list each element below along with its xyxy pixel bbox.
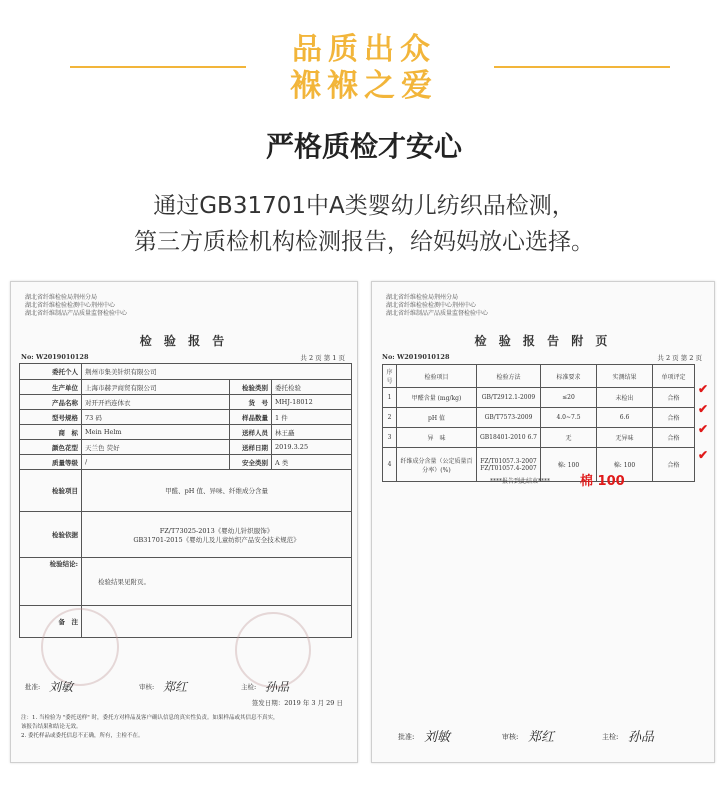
- row-result: 棉: 100: [597, 448, 653, 482]
- inspection-seal-stamp: [235, 612, 311, 688]
- hero-title-line2: 褓褓之爱: [290, 68, 438, 104]
- check-mark-icon: ✔: [698, 382, 709, 396]
- note-line1: 注：1. 当检验为 "委托送样" 时，委托方对样品及客户确认信息的真实性负责。如果样品或其信息不真实，: [21, 715, 279, 721]
- sender-value: 林王矗: [272, 425, 352, 440]
- description-line2: 第三方质检机构检测报告，给妈妈放心选择。: [134, 229, 594, 255]
- hero-title-line1: 品质出众: [292, 32, 436, 67]
- basis-cell: [82, 512, 352, 558]
- conclusion-value: 检验结果见附页。: [82, 558, 352, 606]
- signature-row: [19, 678, 351, 695]
- row-requirement: ≤20: [541, 388, 597, 408]
- row-verdict: 合格: [653, 408, 695, 428]
- header-method: 检验方法: [477, 365, 541, 388]
- row-requirement: 棉: 100: [541, 448, 597, 482]
- row-result: 无异味: [597, 428, 653, 448]
- items-label: 检验项目: [20, 470, 82, 512]
- header-item: 检验项目: [397, 365, 477, 388]
- report-notes: [21, 714, 349, 741]
- safety-value: A 类: [272, 455, 352, 470]
- model-label: 货 号: [230, 395, 272, 410]
- sample-qty-label: 样品数量: [230, 410, 272, 425]
- appendix-page-number: 共 2 页 第 2 页: [657, 354, 702, 362]
- appendix-review-label: 审核:: [502, 733, 519, 741]
- inspection-report-page1: [10, 281, 358, 763]
- cotton-content-note: 棉 100: [580, 474, 625, 489]
- table-row: [383, 408, 695, 428]
- appendix-approve-signature: 刘敏: [424, 730, 451, 745]
- report-end-mark: ****报告到此结束****: [490, 478, 551, 485]
- spec-label: 型号规格: [20, 410, 82, 425]
- sample-qty-value: 1 件: [272, 410, 352, 425]
- appendix-main-signature: 孙品: [628, 730, 655, 745]
- product-name-value: 对开开裆连体衣: [82, 395, 230, 410]
- inspection-report-appendix: [371, 281, 715, 763]
- inspection-type-value: 委托检验: [272, 380, 352, 395]
- org-name-line2: 湖北省纤维检验检测中心荆州中心: [25, 302, 116, 309]
- row-method: GB/T2912.1-2009: [477, 388, 541, 408]
- row-result: 6.6: [597, 408, 653, 428]
- row-no: 4: [383, 448, 397, 482]
- row-requirement: 4.0~7.5: [541, 408, 597, 428]
- header-requirement: 标准要求: [541, 365, 597, 388]
- row-requirement: 无: [541, 428, 597, 448]
- note-line2: 该报告结果和结论无效。: [21, 724, 82, 730]
- grade-label: 质量等级: [20, 455, 82, 470]
- review-label: 审核:: [139, 683, 155, 691]
- report-table: [19, 363, 352, 638]
- sign-date: 签发日期：2019 年 3 月 29 日: [251, 699, 343, 707]
- basis-value-line1: FZ/T73025-2013《婴幼儿针织服饰》: [159, 526, 274, 535]
- row-method: GB/T7573-2009: [477, 408, 541, 428]
- appendix-org-line2: 湖北省纤维检验检测中心荆州中心: [386, 302, 477, 309]
- product-name-label: 产品名称: [20, 395, 82, 410]
- appendix-title: 检 验 报 告 附 页: [474, 334, 612, 348]
- color-value: 天兰色 荧好: [82, 440, 230, 455]
- appendix-org-line3: 湖北省纤维制品产品质量监督检验中心: [386, 310, 489, 317]
- main-inspector-signature: 孙品: [265, 680, 290, 694]
- note-line3: 2. 委托样品或委托信息不正确，所有，主检不在。: [21, 733, 144, 739]
- official-seal-stamp: [41, 608, 119, 686]
- appendix-review-signature: 郑红: [528, 730, 555, 745]
- report-page-number: 共 2 页 第 1 页: [300, 354, 345, 362]
- date-value: 2019.3.25: [272, 440, 352, 455]
- grade-value: /: [82, 455, 230, 470]
- appendix-org-line1: 湖北省纤维检验局荆州分局: [386, 294, 459, 301]
- remark-label: 备 注: [20, 606, 82, 638]
- check-mark-icon: ✔: [698, 402, 709, 416]
- appendix-number: No: W2019010128: [382, 353, 450, 361]
- remark-value: [82, 606, 352, 638]
- appendix-table: [382, 364, 695, 482]
- org-name-line3: 湖北省纤维制品产品质量监督检验中心: [25, 310, 128, 317]
- row-verdict: 合格: [653, 448, 695, 482]
- items-value: 甲醛、pH 值、异味、纤维成分含量: [82, 470, 352, 512]
- headline: 严格质检才安心: [265, 130, 462, 163]
- sender-label: 送样人员: [230, 425, 272, 440]
- basis-label: 检验依据: [20, 512, 82, 558]
- review-signature: 郑红: [163, 680, 188, 694]
- main-inspector-label: 主检:: [241, 683, 257, 691]
- table-row: [383, 388, 695, 408]
- header-result: 实测结果: [597, 365, 653, 388]
- manufacturer-label: 生产单位: [20, 380, 82, 395]
- row-no: 1: [383, 388, 397, 408]
- basis-value-line2: GB31701-2015《婴幼儿及儿童纺织产品安全技术规范》: [133, 535, 300, 544]
- safety-label: 安全类别: [230, 455, 272, 470]
- row-item: 异 味: [397, 428, 477, 448]
- inspection-type-label: 检验类别: [230, 380, 272, 395]
- check-mark-icon: ✔: [698, 422, 709, 436]
- brand-label: 商 标: [20, 425, 82, 440]
- model-value: MHJ-18012: [272, 395, 352, 410]
- table-row: [383, 428, 695, 448]
- brand-value: Mein Helm: [82, 425, 230, 440]
- row-result: 未检出: [597, 388, 653, 408]
- check-mark-icon: ✔: [698, 448, 709, 462]
- report-title: 检 验 报 告: [139, 334, 229, 348]
- row-verdict: 合格: [653, 428, 695, 448]
- conclusion-label: 检验结论:: [20, 558, 82, 606]
- approve-signature: 刘敏: [49, 680, 74, 694]
- appendix-approve-label: 批准:: [398, 733, 415, 741]
- row-item: 纤维成分含量（公定质量百分率）(%): [397, 448, 477, 482]
- appendix-main-label: 主检:: [602, 733, 619, 741]
- row-method: FZ/T01057.3-2007 FZ/T01057.4-2007: [477, 448, 541, 482]
- date-label: 送样日期: [230, 440, 272, 455]
- manufacturer-value: 上海市赫尹商贸有限公司: [82, 380, 230, 395]
- color-label: 颜色花型: [20, 440, 82, 455]
- description-line1: 通过GB31701中A类婴幼儿纺织品检测，: [153, 193, 575, 219]
- spec-value: 73 码: [82, 410, 230, 425]
- row-no: 3: [383, 428, 397, 448]
- client-label: 委托个人: [20, 364, 82, 380]
- row-item: 甲醛含量 (mg/kg): [397, 388, 477, 408]
- approve-label: 批准:: [25, 683, 41, 691]
- row-verdict: 合格: [653, 388, 695, 408]
- org-name-line1: 湖北省纤维检验局荆州分局: [25, 294, 98, 301]
- report-number: No: W2019010128: [21, 353, 89, 361]
- row-no: 2: [383, 408, 397, 428]
- header-no: 序号: [383, 365, 397, 388]
- row-item: pH 值: [397, 408, 477, 428]
- header-verdict: 单项评定: [653, 365, 695, 388]
- row-method: GB18401-2010 6.7: [477, 428, 541, 448]
- client-value: 荆州市集美针织有限公司: [82, 364, 352, 380]
